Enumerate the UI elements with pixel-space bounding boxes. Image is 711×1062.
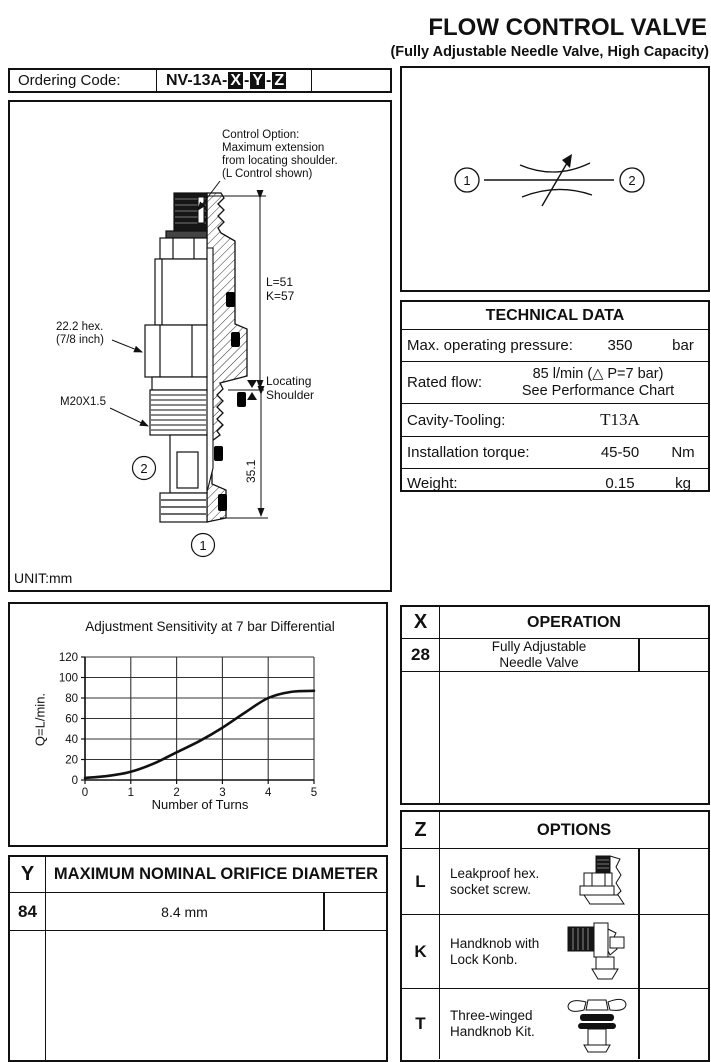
o-ring-seal — [226, 292, 235, 307]
y-tick-label: 120 — [58, 652, 78, 664]
technical-data-box — [400, 300, 710, 492]
tech-unit: Nm — [671, 444, 695, 461]
code-x-token: X — [230, 72, 242, 89]
operation-empty-row — [402, 672, 708, 803]
hex-note-line1: 22.2 hex. — [56, 321, 104, 333]
m20-thread-section — [150, 390, 207, 435]
operation-row-28 — [402, 639, 708, 672]
hydraulic-symbol-box — [400, 66, 710, 292]
technical-data-title: TECHNICAL DATA — [402, 302, 708, 330]
tech-label: Weight: — [407, 475, 458, 492]
screw-slot — [198, 197, 204, 223]
locating-shoulder-label-1: Locating — [266, 374, 312, 388]
cell-divider — [638, 849, 640, 915]
dim-height-label: 35.1 — [244, 459, 258, 483]
orifice-empty-row — [10, 931, 386, 1060]
locating-shoulder-ring — [152, 377, 207, 390]
options-header-label: OPTIONS — [536, 820, 612, 839]
tech-row-weight — [402, 469, 708, 498]
option-l-description — [440, 866, 560, 898]
dim-k-label: K=57 — [266, 289, 295, 303]
y-tick-label: 60 — [65, 713, 78, 726]
y-tick-label: 20 — [65, 754, 78, 767]
handknob-with-lock-knob-icon — [566, 921, 630, 983]
code-sep1: - — [244, 71, 250, 89]
x-tick-label: 2 — [173, 787, 180, 799]
chart-y-axis-label: Q=L/min. — [32, 692, 48, 747]
flow-curve — [85, 691, 314, 778]
x-tick-label: 0 — [81, 787, 89, 799]
option-k-line1: Handknob with — [450, 935, 540, 951]
control-note-line2: Maximum extension — [222, 142, 325, 154]
locating-shoulder-label-2: Shoulder — [266, 388, 315, 402]
restriction-arc-lower — [522, 189, 592, 197]
thread-label: M20X1.5 — [60, 396, 107, 408]
rated-flow-line1: 85 l/min (△ P=7 bar) — [532, 365, 664, 382]
tech-row-pressure — [402, 330, 708, 362]
control-note-line3: from locating shoulder. — [222, 155, 338, 167]
code-z-token: Z — [274, 72, 285, 89]
option-row-l — [402, 849, 708, 915]
y-tick-label: 0 — [71, 775, 78, 787]
tech-row-cavity — [402, 404, 708, 437]
option-row-t — [402, 989, 708, 1059]
hex-body — [145, 325, 207, 377]
option-t-line2: Handknob Kit. — [450, 1024, 535, 1039]
valve-section-drawing — [10, 102, 390, 586]
tech-row-rated-flow — [402, 362, 708, 404]
tech-unit: bar — [672, 337, 694, 354]
option-l-cell — [440, 849, 708, 914]
empty-value-cell — [46, 931, 386, 1060]
y-code-header: Y — [10, 857, 46, 892]
orifice-header-row — [10, 857, 386, 893]
option-k-line2: Lock Konb. — [450, 951, 518, 967]
empty-desc-cell — [440, 672, 708, 803]
x-tick-label: 1 — [127, 787, 135, 799]
code-prefix: NV-13A- — [166, 71, 228, 89]
symbol-port-1: 1 — [463, 173, 471, 188]
y-tick-label: 100 — [58, 672, 78, 685]
code-y-token: Y — [252, 72, 264, 89]
ordering-code-label: Ordering Code: — [10, 70, 157, 91]
operation-header-label: OPERATION — [527, 613, 621, 631]
option-l-line2: socket screw. — [450, 881, 532, 897]
operation-description — [440, 639, 638, 671]
operation-desc-line1: Fully Adjustable — [491, 639, 587, 654]
unit-note: UNIT:mm — [14, 570, 73, 586]
ordering-code-value — [157, 70, 312, 91]
adjustability-arrow — [542, 158, 570, 206]
washer — [166, 231, 207, 238]
ordering-code-box — [8, 68, 392, 93]
cell-divider — [638, 639, 640, 672]
restriction-arc-upper — [520, 163, 590, 172]
upper-body — [155, 259, 207, 325]
tech-value: T13A — [600, 410, 640, 429]
option-row-k — [402, 915, 708, 989]
option-code-l: L — [402, 849, 440, 914]
x-code-header: X — [402, 607, 440, 638]
page-title: FLOW CONTROL VALVE — [428, 14, 707, 41]
option-t-description — [440, 1008, 560, 1040]
needle-valve-symbol — [402, 68, 708, 290]
orifice-code-84: 84 — [10, 893, 46, 930]
o-ring-seal — [214, 446, 223, 461]
performance-chart-box — [8, 602, 388, 847]
z-code-header: Z — [402, 812, 440, 848]
y-tick-label: 80 — [65, 693, 78, 705]
options-header-row — [402, 812, 708, 849]
orifice-row-84 — [10, 893, 386, 931]
hex-note-line2: (7/8 inch) — [56, 334, 104, 346]
cell-divider — [638, 989, 640, 1059]
empty-code-cell — [10, 931, 46, 1060]
operation-table — [400, 605, 710, 805]
x-tick-label: 4 — [264, 787, 272, 799]
x-tick-label: 3 — [219, 787, 226, 799]
orifice-header-label: MAXIMUM NOMINAL ORIFICE DIAMETER — [53, 865, 379, 883]
three-winged-handknob-icon — [564, 994, 630, 1054]
o-ring-seal — [231, 332, 240, 347]
port-1-number: 1 — [199, 538, 207, 553]
option-l-line1: Leakproof hex. — [450, 865, 540, 881]
lock-nut — [160, 238, 207, 259]
tech-value: 0.15 — [605, 475, 635, 492]
symbol-port-2: 2 — [628, 173, 636, 188]
orifice-value: 8.4 mm — [161, 903, 208, 920]
hex-socket-screw-icon — [572, 854, 630, 910]
port-2-number: 2 — [140, 461, 148, 476]
tech-label: Cavity-Tooling: — [407, 411, 506, 429]
option-t-line1: Three-winged — [450, 1008, 533, 1023]
option-code-t: T — [402, 989, 440, 1059]
operation-desc-cell — [440, 639, 708, 671]
option-t-cell — [440, 989, 708, 1059]
page-subtitle: (Fully Adjustable Needle Valve, High Capacity) — [390, 44, 709, 60]
cell-divider — [323, 893, 325, 931]
tech-unit: kg — [675, 475, 691, 492]
option-code-k: K — [402, 915, 440, 988]
empty-code-cell — [402, 672, 440, 803]
tech-label: Max. operating pressure: — [407, 337, 573, 354]
option-k-cell — [440, 915, 708, 988]
code-sep2: - — [266, 71, 272, 89]
control-note-line4: (L Control shown) — [222, 168, 313, 180]
ordering-code-empty-cell — [312, 70, 390, 91]
chart-x-axis-label: Number of Turns — [151, 797, 249, 812]
tech-row-torque — [402, 437, 708, 469]
operation-desc-line2: Needle Valve — [499, 655, 579, 670]
tech-value: 350 — [607, 337, 633, 354]
tech-value: 45-50 — [600, 444, 640, 461]
tech-value — [493, 366, 703, 400]
operation-header-row — [402, 607, 708, 639]
o-ring-seal — [237, 392, 246, 407]
orifice-value-cell — [46, 893, 386, 930]
chart-title: Adjustment Sensitivity at 7 bar Differential — [85, 619, 335, 634]
valve-drawing-box — [8, 100, 392, 592]
y-tick-label: 40 — [65, 734, 78, 746]
rated-flow-line2: See Performance Chart — [521, 382, 675, 399]
x-tick-label: 5 — [310, 787, 318, 799]
orifice-diameter-table — [8, 855, 388, 1062]
port-window — [177, 452, 198, 488]
o-ring-seal — [218, 494, 227, 511]
option-k-description — [440, 936, 560, 968]
control-note-line1: Control Option: — [222, 129, 300, 141]
options-table — [400, 810, 710, 1062]
cell-divider — [638, 915, 640, 989]
tech-label: Installation torque: — [407, 444, 530, 461]
dim-l-label: L=51 — [266, 275, 294, 289]
tech-label: Rated flow: — [407, 374, 483, 391]
operation-code-28: 28 — [402, 639, 440, 671]
